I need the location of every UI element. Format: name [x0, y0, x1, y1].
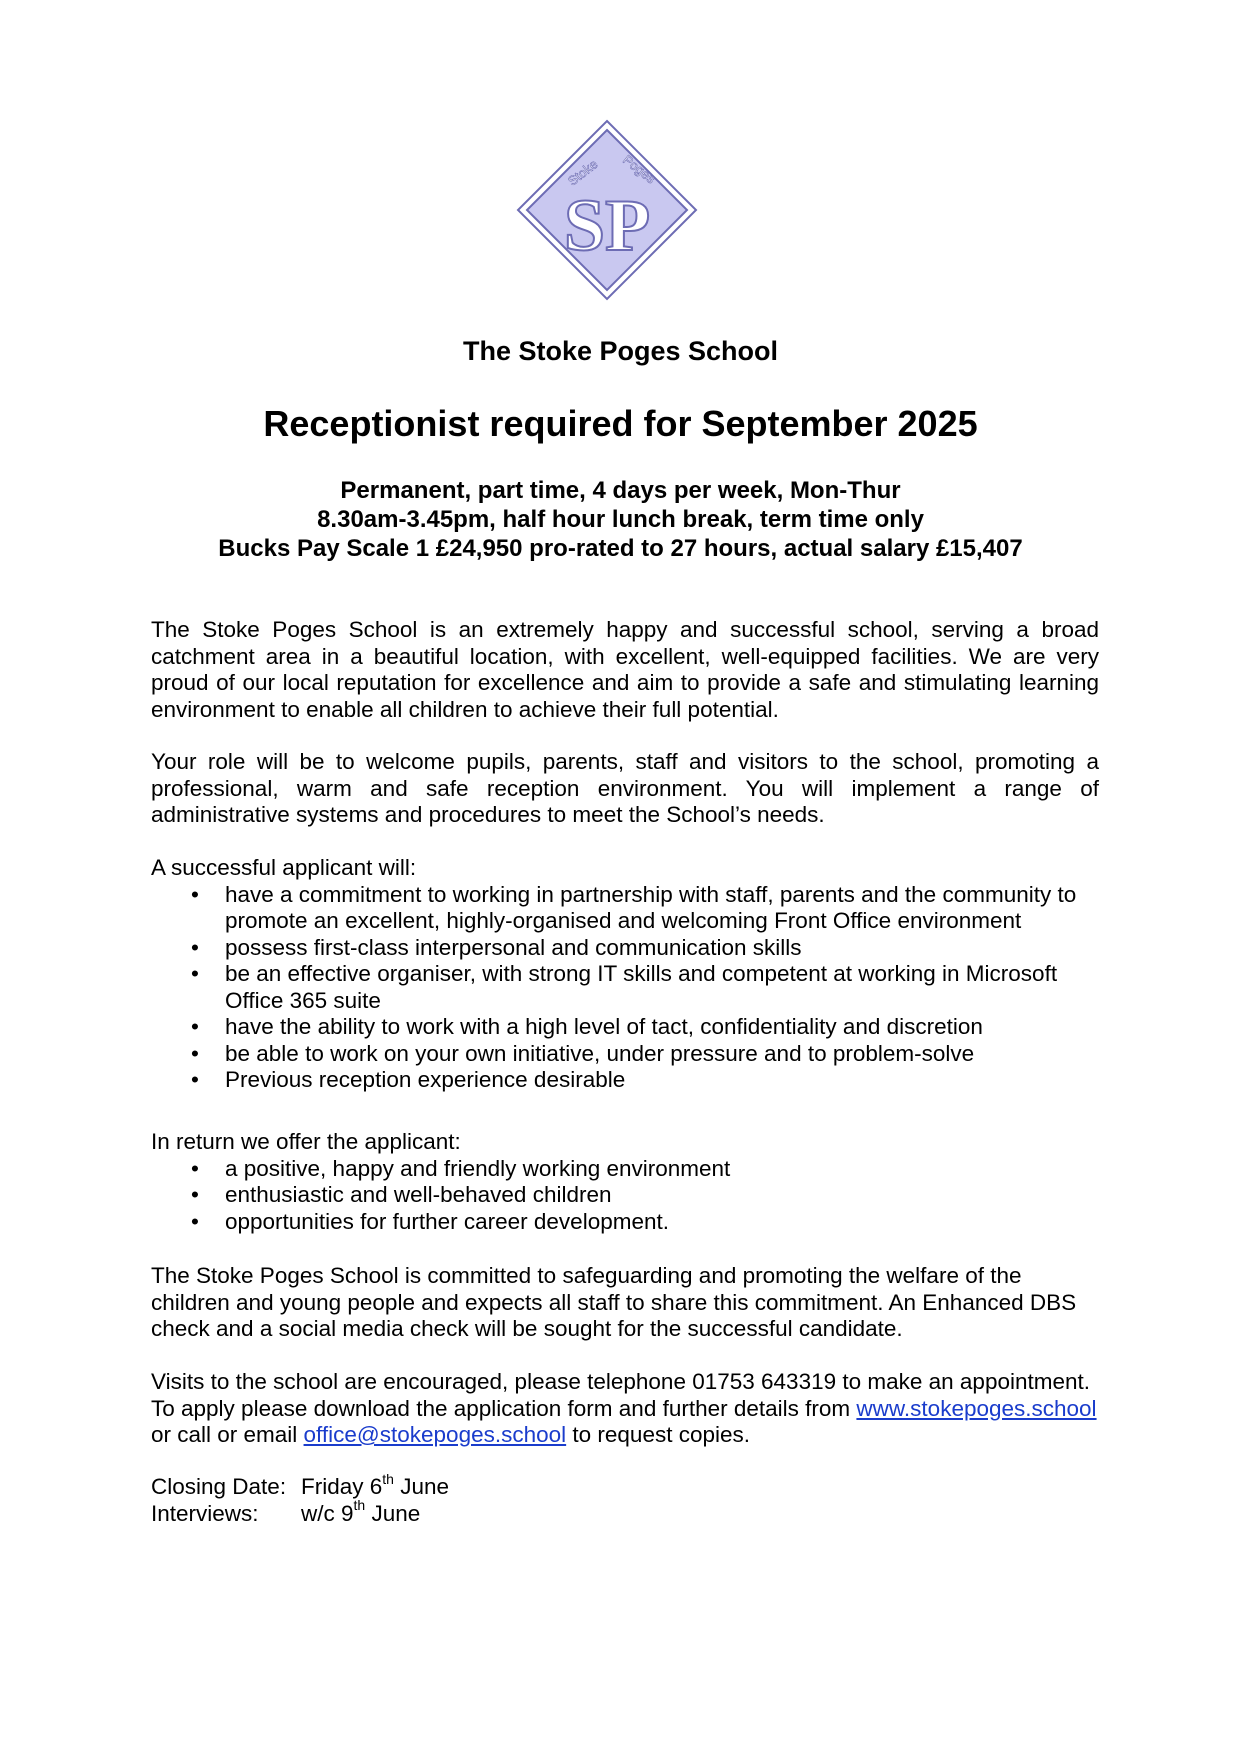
bullet-icon: • — [191, 1067, 199, 1092]
requirements-heading: A successful applicant will: — [151, 855, 417, 880]
list-item: • be able to work on your own initiative, under pressure and to problem-solve — [191, 1040, 975, 1066]
offer-section — [151, 1129, 1099, 1235]
job-headline: Receptionist required for September 2025 — [263, 403, 978, 444]
bullet-icon: • — [191, 881, 199, 907]
bullet-icon: • — [191, 1155, 199, 1181]
list-item: • a positive, happy and friendly working environment — [191, 1155, 731, 1181]
interview-date-row — [151, 1497, 1099, 1528]
job-terms — [0, 476, 1241, 563]
bullet-icon: • — [191, 961, 199, 986]
logo-text-poges: Poges — [620, 151, 659, 187]
terms-line: Permanent, part time, 4 days per week, Mon-Thur — [340, 477, 901, 504]
role-paragraph: Your role will be to welcome pupils, parents, staff and visitors to the school, promoting a professional, warm and safe reception environment. You will implement a range of administrative systems and procedures to meet the School’s needs. — [151, 749, 1099, 827]
list-item: • enthusiastic and well-behaved children — [191, 1182, 612, 1207]
list-item: • have a commitment to working in partnership with staff, parents and the community to promote an excellent, highly-organised and welcoming Front Office environment — [191, 881, 1077, 933]
list-item: • have the ability to work with a high level of tact, confidentiality and discretion — [191, 1014, 983, 1039]
interview-date-value: w/c 9th June — [301, 1497, 421, 1526]
closing-date-row — [151, 1470, 1099, 1501]
bullet-icon: • — [191, 1208, 199, 1234]
requirements-section — [151, 855, 1099, 1094]
bullet-icon: • — [191, 1040, 199, 1066]
school-logo — [515, 118, 699, 302]
safeguarding-paragraph: The Stoke Poges School is committed to safeguarding and promoting the welfare of the children and young people and expects all staff to share this commitment. An Enhanced DBS check and a social media check will be sought for the successful candidate. — [151, 1263, 1077, 1341]
list-item: • possess first-class interpersonal and communication skills — [191, 934, 802, 960]
contact-paragraph: Visits to the school are encouraged, please telephone 01753 643319 to make an appointment. To apply please download the application form and further details from www.stokepoges.school or call or email office@stokepoges.school to request copies. — [151, 1369, 1097, 1447]
key-dates — [151, 1470, 1099, 1527]
website-link[interactable]: www.stokepoges.school — [856, 1395, 1097, 1421]
interview-date-label: Interviews: — [151, 1500, 259, 1526]
offer-heading: In return we offer the applicant: — [151, 1129, 461, 1154]
terms-line: 8.30am-3.45pm, half hour lunch break, term time only — [317, 506, 924, 533]
closing-date-label: Closing Date: — [151, 1474, 287, 1499]
list-item: • be an effective organiser, with strong IT skills and competent at working in Microsoft Office 365 suite — [191, 961, 1058, 1013]
email-link[interactable]: office@stokepoges.school — [303, 1422, 567, 1447]
school-name: The Stoke Poges School — [462, 336, 779, 366]
logo-monogram: SP — [563, 185, 651, 267]
bullet-icon: • — [191, 1014, 199, 1039]
terms-line: Bucks Pay Scale 1 £24,950 pro-rated to 27 hours, actual salary £15,407 — [218, 535, 1023, 562]
list-item: • Previous reception experience desirable — [191, 1067, 626, 1092]
bullet-icon: • — [191, 934, 199, 960]
requirements-list — [151, 882, 1099, 1094]
offer-list — [151, 1156, 1099, 1236]
logo-text-stoke: Stoke — [564, 156, 601, 189]
closing-date-value: Friday 6th June — [301, 1470, 450, 1499]
intro-paragraph: The Stoke Poges School is an extremely happy and successful school, serving a broad catchment area in a beautiful location, with excellent, well-equipped facilities. We are very proud of our local reputation for excellence and aim to provide a safe and stimulating learning environment to enable all children to achieve their full potential. — [151, 617, 1099, 722]
list-item: • opportunities for further career development. — [191, 1208, 669, 1234]
bullet-icon: • — [191, 1182, 199, 1207]
